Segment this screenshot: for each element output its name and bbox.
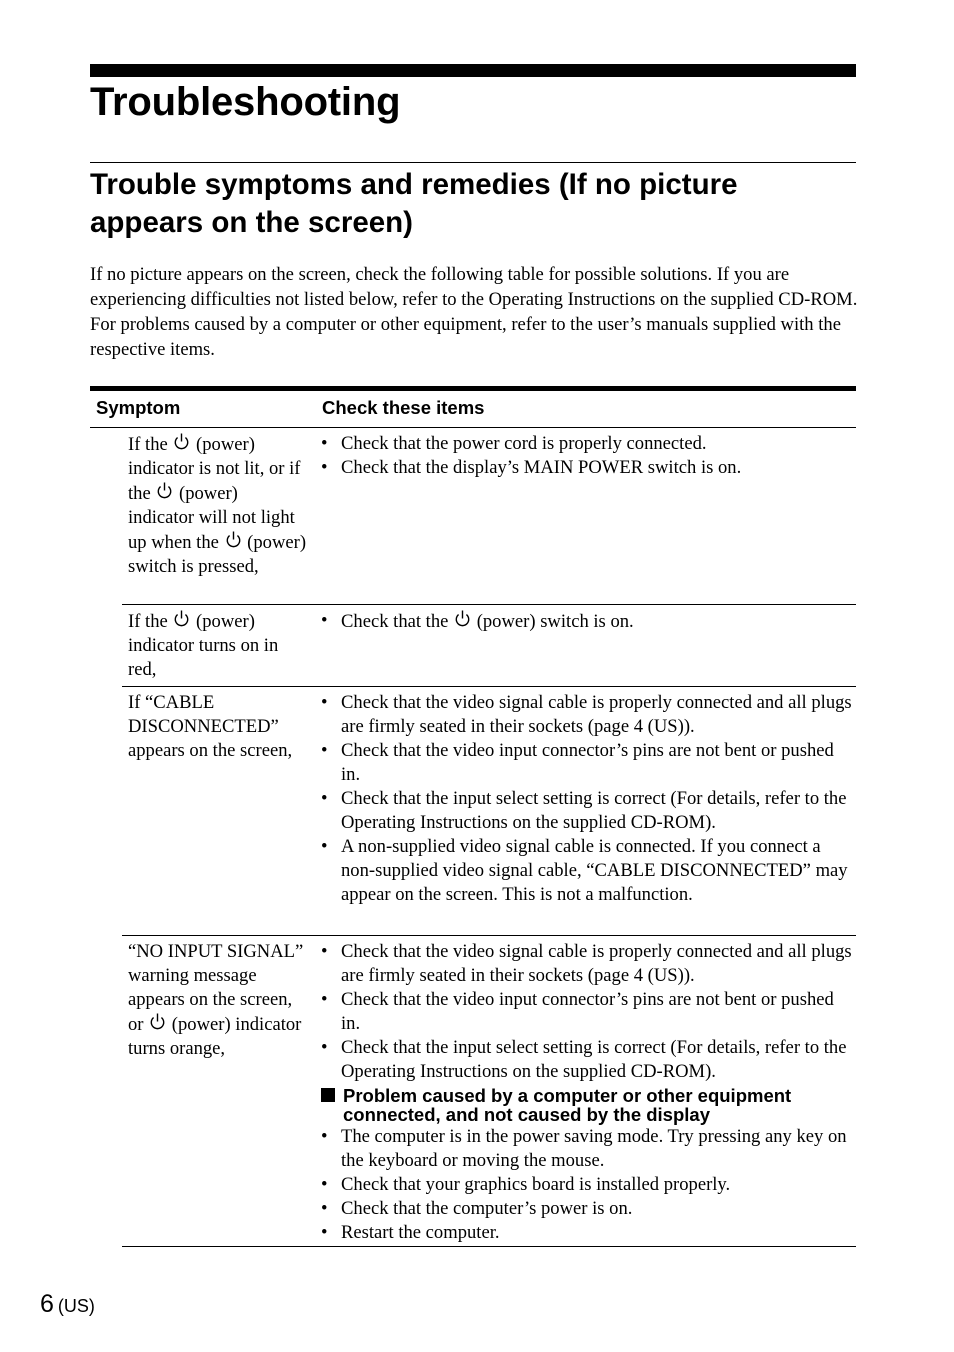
power-icon [156, 481, 173, 501]
table-row [122, 687, 856, 936]
check-cell [320, 940, 856, 1245]
power-icon [173, 432, 190, 452]
section-title: Trouble symptoms and remedies (If no picture appears on the screen) [90, 168, 738, 239]
page-number [40, 1290, 95, 1319]
check-item: • Check that the computer’s power is on. [320, 1197, 856, 1221]
power-icon [149, 1012, 166, 1032]
check-item: • A non-supplied video signal cable is connected. If you connect a non-supplied video signal cable, “CABLE DISCONNECTED” may appear on the screen. This is not a malfunction. [320, 835, 856, 907]
symptom-cell: “NO INPUT SIGNAL” warning message appears on the screen, or (power) indicator turns orange, [128, 941, 304, 1059]
symptom-cell: If “CABLE DISCONNECTED” appears on the screen, [128, 692, 293, 761]
page-title: Troubleshooting [90, 80, 401, 124]
check-item: • Restart the computer. [320, 1221, 856, 1245]
check-item: • Check that the input select setting is correct (For details, refer to the Operating Instructions on the supplied CD-ROM). [320, 1036, 856, 1084]
table-header [90, 391, 856, 428]
power-icon [454, 609, 471, 629]
table-row [122, 428, 856, 605]
check-cell [320, 609, 856, 634]
check-item: • Check that your graphics board is installed properly. [320, 1173, 856, 1197]
check-item: • Check that the power cord is properly connected. [320, 432, 856, 456]
sub-heading [320, 1086, 856, 1124]
check-item: • Check that the video signal cable is properly connected and all plugs are firmly seated in their sockets (page 4 (US)). [320, 691, 856, 739]
check-item: • Check that the video signal cable is properly connected and all plugs are firmly seated in their sockets (page 4 (US)). [320, 940, 856, 988]
symptom-cell: If the (power) indicator turns on in red, [128, 611, 279, 680]
check-item: • Check that the input select setting is correct (For details, refer to the Operating Instructions on the supplied CD-ROM). [320, 787, 856, 835]
symptom-header: Symptom [96, 397, 181, 418]
title-bar [90, 64, 856, 77]
check-item: • Check that the video input connector’s pins are not bent or pushed in. [320, 739, 856, 787]
check-item: • Check that the (power) switch is on. [320, 609, 856, 634]
check-item: • Check that the display’s MAIN POWER switch is on. [320, 456, 856, 480]
check-cell [320, 691, 856, 907]
check-header: Check these items [322, 397, 485, 418]
troubleshooting-table [90, 386, 856, 1247]
symptom-cell: If the (power) indicator is not lit, or if the (power) indicator will not light up when the (power) switch is pressed, [128, 434, 307, 577]
page-number-suffix: (US) [57, 1296, 95, 1316]
square-bullet-icon [321, 1088, 335, 1102]
power-icon [173, 609, 190, 629]
power-icon [225, 530, 242, 550]
section-divider [90, 162, 856, 163]
table-row [122, 936, 856, 1247]
sub-heading-text: Problem caused by a computer or other equipment connected, and not caused by the display [343, 1085, 792, 1125]
page-number-value: 6 [40, 1290, 54, 1318]
check-cell [320, 432, 856, 480]
check-item: • The computer is in the power saving mode. Try pressing any key on the keyboard or moving the mouse. [320, 1125, 856, 1173]
check-item: • Check that the video input connector’s pins are not bent or pushed in. [320, 988, 856, 1036]
intro-paragraph: If no picture appears on the screen, check the following table for possible solutions. If you are experiencing difficulties not listed below, refer to the Operating Instructions on the supplied CD-ROM. For problems caused by a computer or other equipment, refer to the user’s manuals supplied with the respective items. [90, 264, 858, 360]
table-row [122, 605, 856, 687]
